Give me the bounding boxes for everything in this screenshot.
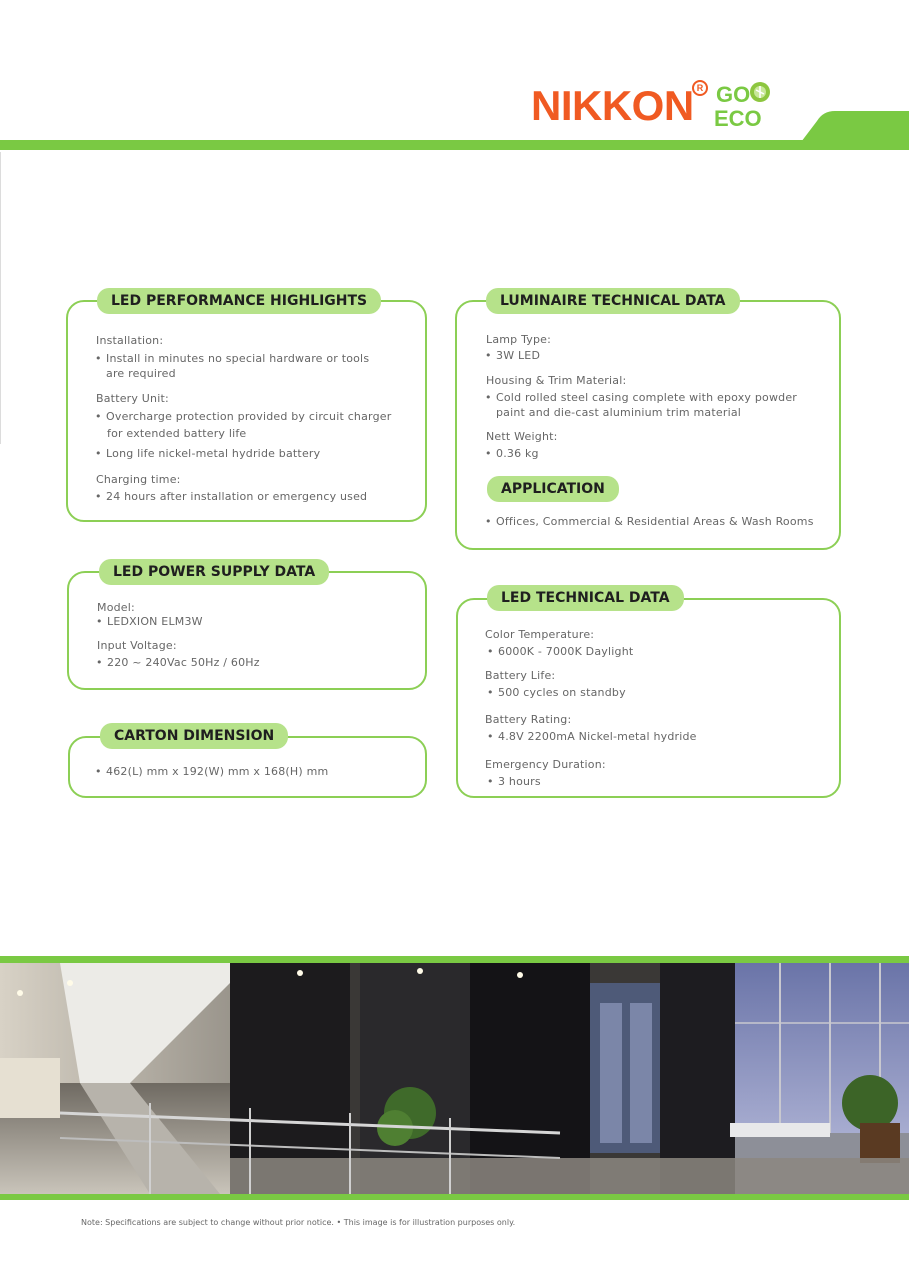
go-eco-line1: GO <box>716 82 751 107</box>
battery-item-1: • Overcharge protection provided by circuit charger <box>106 410 391 423</box>
brand-logo: NIKKON <box>531 82 694 129</box>
lamp-type-value: • 3W LED <box>496 349 540 362</box>
application-title: APPLICATION <box>487 476 619 502</box>
installation-item: • Install in minutes no special hardware or tools <box>106 352 369 365</box>
housing-value-cont: paint and die-cast aluminium trim material <box>496 406 742 419</box>
battery-item-1-cont: for extended battery life <box>107 427 247 440</box>
application-item: • Offices, Commercial & Residential Areas & Wash Rooms <box>496 515 814 528</box>
housing-value: • Cold rolled steel casing complete with epoxy powder <box>496 391 797 404</box>
input-voltage-label: Input Voltage: <box>97 639 177 652</box>
charging-time-label: Charging time: <box>96 473 181 486</box>
installation-item-cont: are required <box>106 367 176 380</box>
go-eco-line2: ECO <box>714 106 762 130</box>
led-technical-title: LED TECHNICAL DATA <box>487 585 684 611</box>
nett-weight-label: Nett Weight: <box>486 430 558 443</box>
lobby-photo <box>0 963 909 1194</box>
nett-weight-value: • 0.36 kg <box>496 447 539 460</box>
registered-mark: R <box>692 80 708 96</box>
left-edge-line <box>0 152 1 444</box>
battery-rating-label: Battery Rating: <box>485 713 572 726</box>
photo-top-bar <box>0 956 909 963</box>
carton-value: • 462(L) mm x 192(W) mm x 168(H) mm <box>106 765 328 778</box>
emergency-duration-label: Emergency Duration: <box>485 758 606 771</box>
footer-note: Note: Specifications are subject to change without prior notice. • This image is for illustration purposes only. <box>81 1218 516 1227</box>
color-temp-value: • 6000K - 7000K Daylight <box>498 645 633 658</box>
led-performance-title: LED PERFORMANCE HIGHLIGHTS <box>97 288 381 314</box>
carton-title: CARTON DIMENSION <box>100 723 288 749</box>
battery-item-2: • Long life nickel-metal hydride battery <box>106 447 320 460</box>
go-eco-logo <box>712 78 774 130</box>
lamp-type-label: Lamp Type: <box>486 333 552 346</box>
power-supply-title: LED POWER SUPPLY DATA <box>99 559 329 585</box>
header-green-bar <box>0 140 909 150</box>
input-voltage-value: • 220 ~ 240Vac 50Hz / 60Hz <box>107 656 260 669</box>
charging-time-item: • 24 hours after installation or emergency used <box>106 490 367 503</box>
color-temp-label: Color Temperature: <box>485 628 595 641</box>
power-supply-box <box>67 571 427 690</box>
luminaire-title: LUMINAIRE TECHNICAL DATA <box>486 288 740 314</box>
battery-life-label: Battery Life: <box>485 669 556 682</box>
model-value: • LEDXION ELM3W <box>107 615 203 628</box>
battery-unit-label: Battery Unit: <box>96 392 169 405</box>
photo-bottom-bar <box>0 1194 909 1200</box>
battery-rating-value: • 4.8V 2200mA Nickel-metal hydride <box>498 730 697 743</box>
installation-label: Installation: <box>96 334 164 347</box>
model-label: Model: <box>97 601 135 614</box>
battery-life-value: • 500 cycles on standby <box>498 686 626 699</box>
housing-label: Housing & Trim Material: <box>486 374 627 387</box>
emergency-duration-value: • 3 hours <box>498 775 541 788</box>
